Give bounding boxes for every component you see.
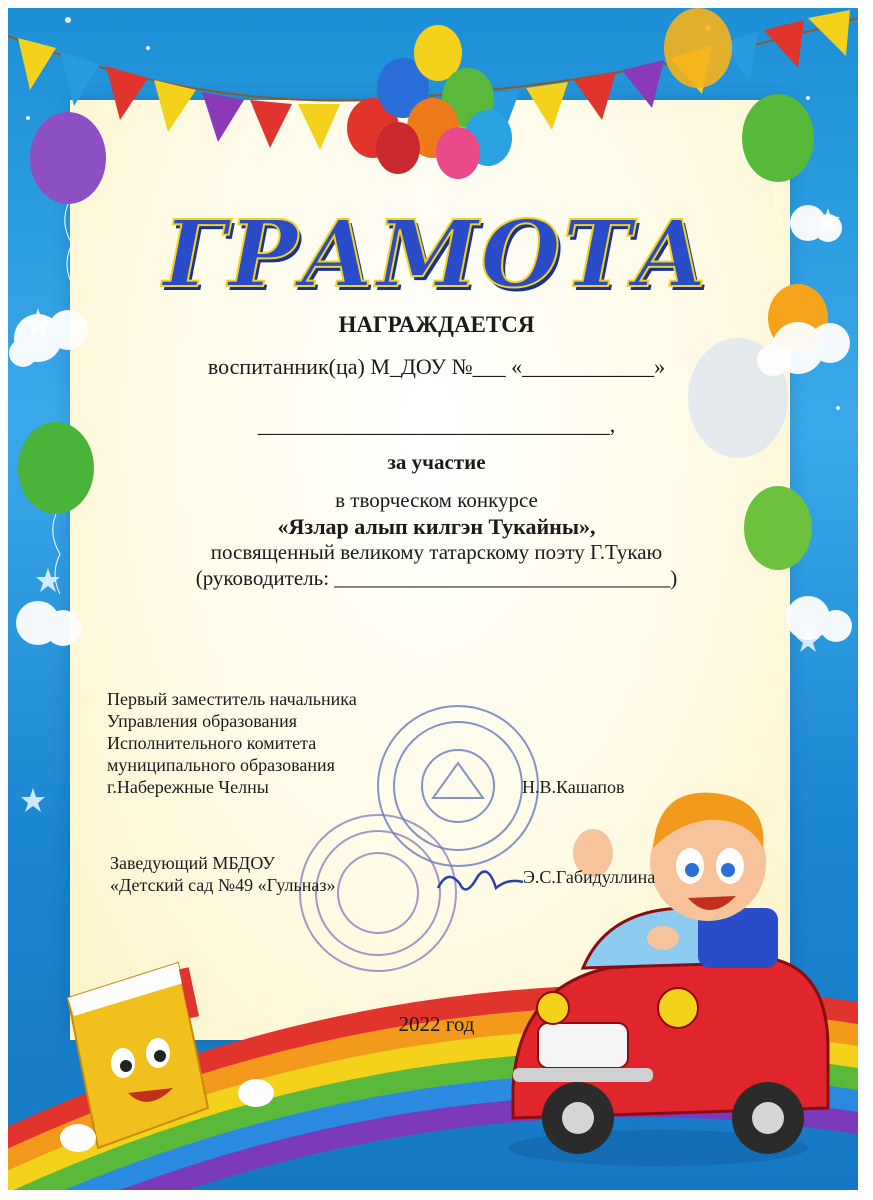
signatory1-line: Управления образования: [107, 711, 298, 731]
contest-line: в творческом конкурсе: [335, 488, 538, 512]
signatory2-line: «Детский сад №49 «Гульназ»: [110, 875, 336, 895]
signatory1-title: [107, 688, 357, 798]
signatory1-line: г.Набережные Челны: [107, 777, 269, 797]
participation-label: за участие: [387, 450, 486, 474]
year-label: 2022 год: [398, 1012, 475, 1036]
contest-name: «Язлар алып килгэн Тукайны»,: [277, 514, 596, 539]
name-blank-line: ________________________________,: [257, 412, 616, 437]
signatory1-line: муниципального образования: [107, 755, 335, 775]
dedication-line: посвященный великому татарскому поэту Г.Тукаю: [210, 540, 663, 564]
stamp-seal: [378, 706, 538, 866]
pupil-line: воспитанник(ца) М_ДОУ №___ «____________»: [207, 354, 666, 379]
supervisor-line: (руководитель: ________________________________): [195, 566, 678, 590]
handwritten-signature: [438, 872, 523, 890]
signatory1-line: Первый заместитель начальника: [107, 689, 357, 709]
signatory1-line: Исполнительного комитета: [107, 733, 317, 753]
signatory1-name: Н.В.Кашапов: [522, 777, 625, 797]
signatory2-name: Э.С.Габидуллина: [523, 867, 656, 887]
awarded-heading: НАГРАЖДАЕТСЯ: [338, 312, 535, 337]
signatory2-line: Заведующий МБДОУ: [110, 853, 276, 873]
certificate-title: ГРАМОТА: [163, 200, 710, 308]
signatory2-title: [110, 852, 335, 896]
balloon-bunch: [347, 25, 512, 208]
